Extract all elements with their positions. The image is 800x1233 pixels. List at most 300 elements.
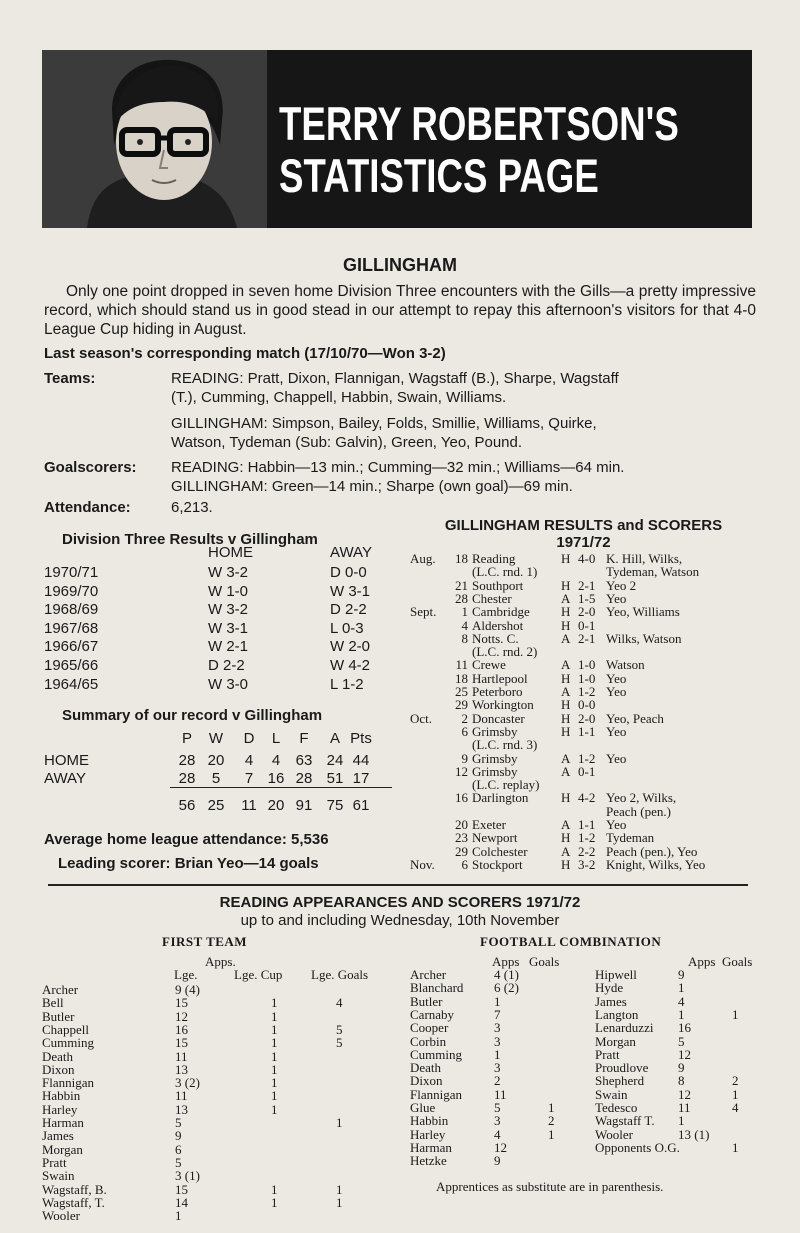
home-result-cell: W 2-1 <box>208 638 249 656</box>
league-apps: 9 (4) <box>175 982 200 997</box>
result-month: Nov. <box>410 856 435 872</box>
first-team-heading: FIRST TEAM <box>162 934 248 949</box>
league-apps: 13 <box>175 1101 188 1117</box>
result-scorers: K. Hill, Wilks, <box>606 551 683 566</box>
gill-results-table <box>410 552 760 872</box>
summary-value-cell: 91 <box>295 797 313 814</box>
player-name: Opponents O.G. <box>595 1139 680 1155</box>
result-day: 18 <box>455 670 468 686</box>
league-apps: 15 <box>175 995 188 1011</box>
combination-apps: 4 (1) <box>494 967 519 982</box>
intro-paragraph: Only one point dropped in seven home Division Three encounters with the Gills—a pretty impressive record, which should stand us in good stead in our attempt to repay this afternoon's visitors for that 4-0 League Cup hiding in August. <box>44 283 756 338</box>
combination-apps: 5 <box>494 1100 501 1115</box>
combination-apps-header: Apps <box>492 954 520 969</box>
away-header: AWAY <box>330 544 372 561</box>
summary-header-cell: W <box>208 730 224 747</box>
league-apps: 5 <box>175 1154 182 1170</box>
combination-apps: 3 <box>494 1060 501 1076</box>
combination-apps: 9 <box>494 1153 501 1169</box>
home-header: HOME <box>208 544 253 561</box>
result-venue: A <box>561 763 571 779</box>
result-day: 6 <box>461 723 468 739</box>
result-score: 2-1 <box>578 577 596 593</box>
season-cell: 1964/65 <box>44 675 99 693</box>
player-name: Harman <box>42 1115 84 1130</box>
player-name: Butler <box>42 1008 75 1024</box>
div3-table <box>44 544 394 694</box>
first-team-apps-header: Apps. <box>205 954 236 969</box>
player-name: Wooler <box>42 1208 80 1224</box>
summary-value-cell: 4 <box>244 752 254 769</box>
result-opponent: (L.C. rnd. 1) <box>472 564 538 580</box>
result-score: 1-0 <box>578 657 596 673</box>
result-day: 8 <box>461 630 468 646</box>
result-opponent: Doncaster <box>472 710 525 726</box>
player-name: Harman <box>410 1139 452 1155</box>
player-name: Wagstaff, B. <box>42 1181 107 1197</box>
player-name: Wagstaff, T. <box>42 1194 105 1210</box>
cup-apps: 1 <box>271 1061 278 1077</box>
last-match-heading: Last season's corresponding match (17/10/70—Won 3-2) <box>44 345 446 362</box>
season-cell: 1965/66 <box>44 657 99 674</box>
cup-apps: 1 <box>271 995 278 1011</box>
result-opponent: Aldershot <box>472 617 524 633</box>
league-apps: 6 <box>175 1141 182 1157</box>
combination-apps: 13 (1) <box>678 1126 710 1142</box>
league-apps: 13 <box>175 1061 188 1077</box>
league-apps: 16 <box>175 1021 188 1037</box>
first-team-cup-header: Lge. Cup <box>234 967 283 982</box>
player-name: Wagstaff T. <box>595 1113 655 1129</box>
player-name: Morgan <box>42 1141 83 1157</box>
result-venue: A <box>561 630 571 646</box>
summary-value-cell: 75 <box>326 797 344 814</box>
player-name: Hipwell <box>595 967 637 982</box>
summary-value-cell: 11 <box>241 797 257 814</box>
home-result-cell: D 2-2 <box>208 657 245 674</box>
section-title: GILLINGHAM <box>343 255 457 275</box>
summary-header-cell: P <box>181 730 192 747</box>
home-result-cell: W 3-2 <box>208 564 249 581</box>
player-name: Swain <box>42 1168 75 1184</box>
result-venue: A <box>561 817 571 832</box>
result-venue: A <box>561 590 571 606</box>
goalscorers-label: Goalscorers: <box>44 459 137 476</box>
result-venue: H <box>561 856 571 872</box>
league-apps: 11 <box>175 1088 188 1104</box>
summary-value-cell: 20 <box>267 797 285 814</box>
season-cell: 1968/69 <box>44 601 99 619</box>
result-scorers: Peach (pen.), Yeo <box>606 843 698 859</box>
appearances-subtitle: up to and including Wednesday, 10th November <box>240 912 560 929</box>
result-opponent: Southport <box>472 577 524 593</box>
result-venue: A <box>561 684 571 699</box>
result-scorers: Wilks, Watson <box>606 630 682 646</box>
league-apps: 14 <box>175 1194 188 1210</box>
leading-scorer: Leading scorer: Brian Yeo—14 goals <box>58 855 319 872</box>
combination-apps: 12 <box>678 1086 691 1102</box>
combination-apps: 9 <box>678 967 685 982</box>
player-name: Cumming <box>42 1035 95 1051</box>
combination-apps-header: Apps <box>688 954 716 969</box>
combination-apps: 3 <box>494 1033 501 1049</box>
combination-apps: 16 <box>678 1020 691 1036</box>
player-name: Carnaby <box>410 1006 455 1022</box>
combination-right-table <box>595 968 760 1168</box>
league-goals: 5 <box>336 1021 343 1037</box>
home-result-cell: W 3-1 <box>208 619 249 637</box>
result-venue: H <box>561 790 571 806</box>
away-result-cell: W 2-0 <box>330 638 371 656</box>
result-score: 2-0 <box>578 604 596 620</box>
result-score: 4-2 <box>578 790 596 806</box>
result-venue: H <box>561 604 571 620</box>
result-opponent: Crewe <box>472 657 506 673</box>
league-apps: 3 (1) <box>175 1168 200 1184</box>
combination-goals: 1 <box>732 1086 739 1102</box>
result-venue: H <box>561 710 571 726</box>
summary-value-cell: 61 <box>352 797 370 814</box>
player-name: Dixon <box>42 1061 75 1077</box>
league-apps: 15 <box>175 1181 188 1197</box>
away-result-cell: D 2-2 <box>330 601 367 619</box>
summary-value-cell: 16 <box>267 770 285 787</box>
season-cell: 1967/68 <box>44 619 99 637</box>
summary-rule <box>170 787 392 788</box>
result-opponent: Darlington <box>472 790 529 806</box>
div3-title: Division Three Results v Gillingham <box>62 531 318 548</box>
combination-apps: 6 (2) <box>494 980 519 996</box>
summary-value-cell: 63 <box>295 752 313 769</box>
combination-apps: 9 <box>678 1060 685 1076</box>
result-scorers: Yeo <box>606 684 627 699</box>
section-divider <box>48 884 748 886</box>
player-name: Hetzke <box>410 1153 447 1169</box>
combination-apps: 4 <box>494 1126 501 1142</box>
player-name: Death <box>410 1060 442 1076</box>
player-name: Habbin <box>410 1113 449 1129</box>
combination-apps: 11 <box>494 1086 507 1102</box>
result-day: 11 <box>455 657 468 673</box>
summary-value-cell: 44 <box>352 752 370 769</box>
result-day: 2 <box>461 710 468 726</box>
result-opponent: (L.C. rnd. 3) <box>472 737 538 753</box>
result-opponent: Workington <box>472 697 534 713</box>
result-day: 20 <box>455 817 468 832</box>
result-opponent: Peterboro <box>472 684 523 699</box>
result-day: 21 <box>455 577 468 593</box>
reading-team-line: (T.), Cumming, Chappell, Habbin, Swain, Williams. <box>171 389 507 406</box>
combination-heading: FOOTBALL COMBINATION <box>480 934 662 949</box>
combination-goals-header: Goals <box>722 954 753 969</box>
combination-goals: 1 <box>732 1006 739 1022</box>
result-scorers: Yeo <box>606 670 627 686</box>
summary-value-cell: 56 <box>178 797 196 814</box>
result-score: 2-0 <box>578 710 596 726</box>
player-name: Cooper <box>410 1020 449 1036</box>
combination-apps: 5 <box>678 1033 685 1049</box>
player-name: Flannigan <box>42 1075 94 1091</box>
summary-value-cell: 5 <box>211 770 221 787</box>
away-result-cell: L 1-2 <box>330 675 364 693</box>
result-day: 18 <box>455 551 468 566</box>
result-score: 1-1 <box>578 723 596 739</box>
result-opponent: Stockport <box>472 856 523 872</box>
summary-value-cell: 28 <box>295 770 313 787</box>
result-scorers: Peach (pen.) <box>606 803 671 819</box>
page-header <box>42 50 752 228</box>
combination-goals: 1 <box>548 1126 555 1142</box>
result-month: Aug. <box>410 551 436 566</box>
season-cell: 1966/67 <box>44 638 99 656</box>
player-name: Pratt <box>42 1154 67 1170</box>
away-result-cell: W 3-1 <box>330 582 371 600</box>
result-opponent: (L.C. replay) <box>472 777 540 793</box>
first-team-table <box>42 983 402 1223</box>
result-scorers: Watson <box>606 657 645 673</box>
gillingham-scorers: GILLINGHAM: Green—14 min.; Sharpe (own goal)—69 min. <box>171 478 573 495</box>
result-day: 9 <box>461 750 468 766</box>
result-opponent: Grimsby <box>472 750 518 766</box>
result-day: 25 <box>455 684 468 699</box>
league-apps: 12 <box>175 1008 188 1024</box>
result-score: 1-5 <box>578 590 596 606</box>
player-name: Glue <box>410 1100 436 1115</box>
result-scorers: Yeo, Williams <box>606 604 680 620</box>
result-venue: H <box>561 723 571 739</box>
average-attendance: Average home league attendance: 5,536 <box>44 831 329 848</box>
combination-apps: 12 <box>494 1139 507 1155</box>
player-name: Proudlove <box>595 1060 649 1076</box>
player-name: Morgan <box>595 1033 636 1049</box>
result-score: 1-2 <box>578 750 596 766</box>
player-name: Hyde <box>595 980 624 996</box>
player-name: Flannigan <box>410 1086 462 1102</box>
page-title: TERRY ROBERTSON'S STATISTICS PAGE <box>279 97 679 202</box>
result-score: 1-0 <box>578 670 596 686</box>
result-opponent: Newport <box>472 830 518 846</box>
away-result-cell: W 4-2 <box>330 657 371 674</box>
combination-apps: 1 <box>494 993 501 1009</box>
result-scorers: Yeo <box>606 590 627 606</box>
result-score: 1-2 <box>578 684 596 699</box>
league-apps: 9 <box>175 1128 182 1144</box>
summary-header-cell: Pts <box>350 730 372 747</box>
result-scorers: Knight, Wilks, Yeo <box>606 856 706 872</box>
result-opponent: Grimsby <box>472 723 518 739</box>
result-day: 6 <box>461 856 468 872</box>
teams-label: Teams: <box>44 370 96 387</box>
gillingham-team-line: Watson, Tydeman (Sub: Galvin), Green, Yeo, Pound. <box>171 434 523 451</box>
summary-value-cell: 4 <box>271 752 281 769</box>
league-goals: 5 <box>336 1035 343 1051</box>
combination-apps: 3 <box>494 1113 501 1129</box>
result-score: 4-0 <box>578 551 596 566</box>
result-scorers: Yeo 2 <box>606 577 637 593</box>
result-venue: H <box>561 551 571 566</box>
result-score: 1-1 <box>578 817 596 832</box>
first-team-goals-header: Lge. Goals <box>311 967 369 982</box>
result-scorers: Tydeman <box>606 830 655 846</box>
result-score: 3-2 <box>578 856 596 872</box>
league-apps: 11 <box>175 1048 188 1064</box>
result-opponent: Grimsby <box>472 763 518 779</box>
player-name: Corbin <box>410 1033 447 1049</box>
player-name: Wooler <box>595 1126 633 1142</box>
combination-apps: 1 <box>678 980 685 996</box>
cup-apps: 1 <box>271 1035 278 1051</box>
league-apps: 5 <box>175 1115 182 1130</box>
player-name: Habbin <box>42 1088 81 1104</box>
player-name: Lenarduzzi <box>595 1020 654 1036</box>
result-scorers: Tydeman, Watson <box>606 564 700 580</box>
combination-apps: 8 <box>678 1073 685 1089</box>
home-result-cell: W 3-2 <box>208 601 249 619</box>
home-result-cell: W 1-0 <box>208 582 249 600</box>
gill-results-title: GILLINGHAM RESULTS and SCORERS 1971/72 <box>444 517 723 551</box>
result-scorers: Yeo <box>606 750 627 766</box>
summary-value-cell: 28 <box>178 752 196 769</box>
result-day: 29 <box>455 697 468 713</box>
player-name: Shepherd <box>595 1073 645 1089</box>
result-opponent: (L.C. rnd. 2) <box>472 644 538 660</box>
result-venue: A <box>561 843 571 859</box>
result-month: Oct. <box>410 710 433 726</box>
combination-goals: 4 <box>732 1100 739 1115</box>
combination-apps: 7 <box>494 1006 501 1022</box>
league-goals: 1 <box>336 1194 343 1210</box>
summary-value-cell: 17 <box>352 770 370 787</box>
result-day: 29 <box>455 843 468 859</box>
summary-value-cell: 7 <box>244 770 254 787</box>
summary-row-label: AWAY <box>44 770 86 787</box>
combination-apps: 1 <box>678 1113 685 1129</box>
player-name: Langton <box>595 1006 639 1022</box>
result-day: 16 <box>455 790 468 806</box>
player-name: Butler <box>410 993 443 1009</box>
player-name: Chappell <box>42 1021 89 1037</box>
cup-apps: 1 <box>271 1075 278 1091</box>
player-name: Harley <box>410 1126 446 1142</box>
player-name: Dixon <box>410 1073 443 1089</box>
result-score: 0-0 <box>578 697 596 713</box>
cup-apps: 1 <box>271 1008 278 1024</box>
combination-goals: 1 <box>732 1139 739 1155</box>
result-opponent: Colchester <box>472 843 528 859</box>
summary-value-cell: 24 <box>326 752 344 769</box>
player-name: Tedesco <box>595 1100 638 1115</box>
player-name: Archer <box>410 967 447 982</box>
combination-apps: 1 <box>678 1006 685 1022</box>
result-scorers: Yeo 2, Wilks, <box>606 790 677 806</box>
combination-apps: 1 <box>494 1046 501 1062</box>
player-name: Pratt <box>595 1046 620 1062</box>
result-day: 23 <box>455 830 468 846</box>
summary-value-cell: 28 <box>178 770 196 787</box>
summary-row-label: HOME <box>44 752 89 769</box>
combination-note: Apprentices as substitute are in parenthesis. <box>436 1179 664 1194</box>
result-opponent: Notts. C. <box>472 630 519 646</box>
result-venue: H <box>561 617 571 633</box>
result-venue: H <box>561 697 571 713</box>
league-apps: 3 (2) <box>175 1075 200 1091</box>
result-opponent: Cambridge <box>472 604 530 620</box>
player-name: Blanchard <box>410 980 464 996</box>
combination-apps: 4 <box>678 993 685 1009</box>
result-opponent: Hartlepool <box>472 670 528 686</box>
player-name: Bell <box>42 995 64 1011</box>
combination-goals: 2 <box>548 1113 555 1129</box>
result-score: 2-2 <box>578 843 596 859</box>
player-name: Death <box>42 1048 74 1064</box>
result-score: 0-1 <box>578 617 596 633</box>
result-score: 2-1 <box>578 630 596 646</box>
combination-apps: 3 <box>494 1020 501 1036</box>
result-score: 0-1 <box>578 763 596 779</box>
summary-header-cell: F <box>299 730 309 747</box>
player-name: Harley <box>42 1101 78 1117</box>
result-month: Sept. <box>410 604 437 620</box>
result-venue: A <box>561 750 571 766</box>
reading-team-line: READING: Pratt, Dixon, Flannigan, Wagstaff (B.), Sharpe, Wagstaff <box>171 370 619 387</box>
result-venue: H <box>561 830 571 846</box>
combination-goals: 2 <box>732 1073 739 1089</box>
away-result-cell: L 0-3 <box>330 619 364 637</box>
cup-apps: 1 <box>271 1048 278 1064</box>
result-venue: H <box>561 670 571 686</box>
summary-value-cell: 25 <box>207 797 225 814</box>
player-name: Swain <box>595 1086 628 1102</box>
cup-apps: 1 <box>271 1101 278 1117</box>
away-result-cell: D 0-0 <box>330 564 367 581</box>
player-name: Cumming <box>410 1046 463 1062</box>
appearances-title: READING APPEARANCES AND SCORERS 1971/72 <box>219 894 581 911</box>
league-apps: 15 <box>175 1035 188 1051</box>
summary-value-cell: 20 <box>207 752 225 769</box>
summary-header-cell: D <box>243 730 255 747</box>
first-team-lge-header: Lge. <box>174 967 198 982</box>
league-goals: 1 <box>336 1181 343 1197</box>
summary-title: Summary of our record v Gillingham <box>62 707 323 724</box>
result-day: 12 <box>455 763 468 779</box>
result-score: 1-2 <box>578 830 596 846</box>
player-name: James <box>595 993 627 1009</box>
result-opponent: Chester <box>472 590 512 606</box>
result-opponent: Exeter <box>472 817 506 832</box>
attendance-value: 6,213. <box>171 499 213 516</box>
summary-value-cell: 51 <box>326 770 344 787</box>
combination-left-table <box>410 968 590 1168</box>
attendance-label: Attendance: <box>44 499 131 516</box>
summary-header-cell: L <box>271 730 281 747</box>
author-portrait <box>42 50 267 228</box>
summary-header-cell: A <box>329 730 340 747</box>
home-result-cell: W 3-0 <box>208 675 249 693</box>
league-goals: 4 <box>336 995 343 1011</box>
combination-goals: 1 <box>548 1100 555 1115</box>
result-day: 1 <box>461 604 468 620</box>
cup-apps: 1 <box>271 1021 278 1037</box>
combination-goals-header: Goals <box>529 954 560 969</box>
player-name: James <box>42 1128 74 1144</box>
league-apps: 1 <box>175 1208 182 1224</box>
combination-apps: 2 <box>494 1073 501 1089</box>
result-scorers: Yeo <box>606 723 627 739</box>
result-opponent: Reading <box>472 551 516 566</box>
reading-scorers: READING: Habbin—13 min.; Cumming—32 min.; Williams—64 min. <box>171 459 625 476</box>
gillingham-team-line: GILLINGHAM: Simpson, Bailey, Folds, Smillie, Williams, Quirke, <box>171 415 597 432</box>
season-cell: 1970/71 <box>44 564 99 581</box>
